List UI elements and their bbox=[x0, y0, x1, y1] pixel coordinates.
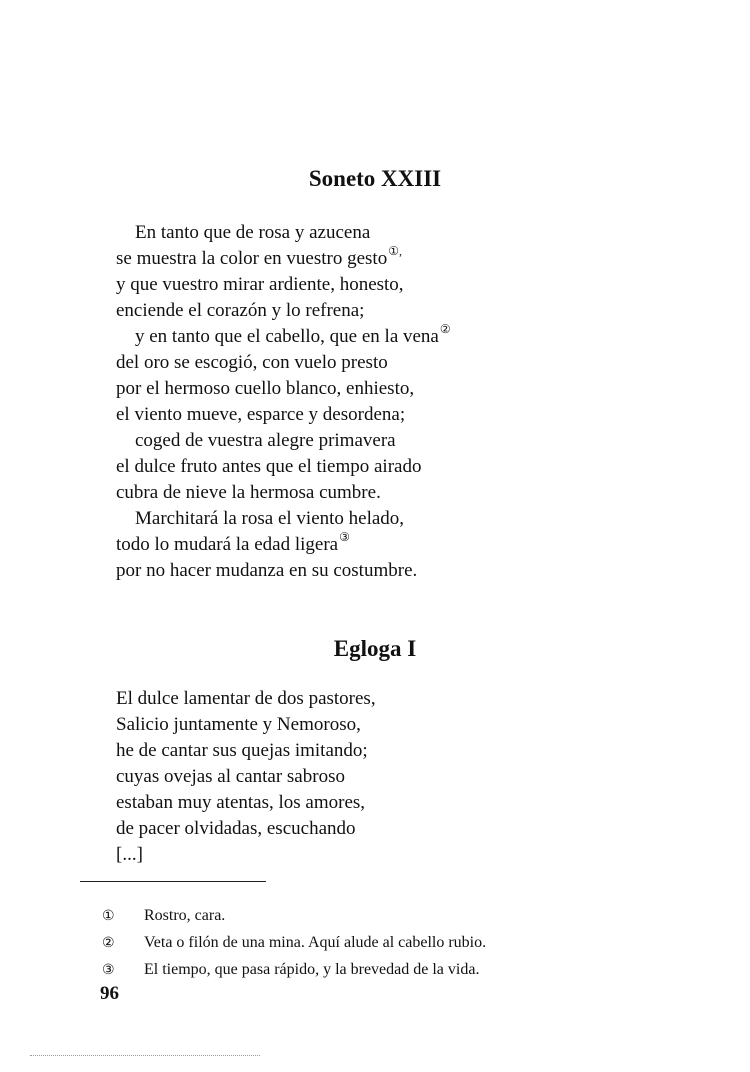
poem-line: del oro se escogió, con vuelo presto bbox=[116, 352, 388, 373]
poem-line: Marchitará la rosa el viento helado, bbox=[135, 508, 405, 529]
sonnet-poem bbox=[116, 220, 451, 584]
poem-line: cubra de nieve la hermosa cumbre. bbox=[116, 482, 381, 503]
poem-line: cuyas ovejas al cantar sabroso bbox=[116, 766, 345, 787]
footnote-3 bbox=[102, 956, 486, 983]
footnote-text: Rostro, cara. bbox=[144, 907, 226, 924]
poem-line: estaban muy atentas, los amores, bbox=[116, 792, 366, 813]
poem-line: Salicio juntamente y Nemoroso, bbox=[116, 714, 361, 735]
footnote-number: ③ bbox=[102, 963, 115, 978]
footnote-number: ① bbox=[102, 909, 115, 924]
scan-edge-line bbox=[30, 1055, 260, 1056]
poem-line: el dulce fruto antes que el tiempo airado bbox=[116, 456, 422, 477]
poem-line: enciende el corazón y lo refrena; bbox=[116, 300, 365, 321]
footnote-ref-3[interactable]: ③ bbox=[339, 530, 350, 544]
footnotes-list bbox=[102, 902, 486, 983]
eclogue-title: Egloga I bbox=[333, 636, 417, 661]
poem-line: el viento mueve, esparce y desordena; bbox=[116, 404, 406, 425]
poem-line: [...] bbox=[116, 844, 143, 865]
poem-line: por el hermoso cuello blanco, enhiesto, bbox=[116, 378, 415, 399]
poem-line: se muestra la color en vuestro gesto①, bbox=[116, 244, 402, 269]
sonnet-title: Soneto XXIII bbox=[308, 166, 442, 191]
footnote-1 bbox=[102, 902, 486, 929]
poem-line: coged de vuestra alegre primavera bbox=[135, 430, 396, 451]
poem-line: he de cantar sus quejas imitando; bbox=[116, 740, 368, 761]
poem-line: de pacer olvidadas, escuchando bbox=[116, 818, 356, 839]
poem-line: todo lo mudará la edad ligera③ bbox=[116, 530, 350, 555]
footnote-text: El tiempo, que pasa rápido, y la brevedad de la vida. bbox=[144, 961, 480, 978]
footnote-ref-2[interactable]: ② bbox=[439, 322, 451, 336]
page-number: 96 bbox=[100, 983, 119, 1004]
poem-line: En tanto que de rosa y azucena bbox=[135, 222, 371, 243]
poem-line: y en tanto que el cabello, que en la vena② bbox=[135, 322, 451, 347]
footnote-text: Veta o filón de una mina. Aquí alude al cabello rubio. bbox=[144, 934, 487, 951]
poem-line: y que vuestro mirar ardiente, honesto, bbox=[116, 274, 404, 295]
poem-line: El dulce lamentar de dos pastores, bbox=[116, 688, 376, 709]
footnote-ref-1[interactable]: ①, bbox=[388, 244, 402, 258]
poem-line: por no hacer mudanza en su costumbre. bbox=[116, 560, 418, 581]
eclogue-poem bbox=[116, 686, 376, 868]
footnote-divider bbox=[80, 881, 266, 882]
footnote-number: ② bbox=[102, 936, 115, 951]
footnote-2 bbox=[102, 929, 486, 956]
